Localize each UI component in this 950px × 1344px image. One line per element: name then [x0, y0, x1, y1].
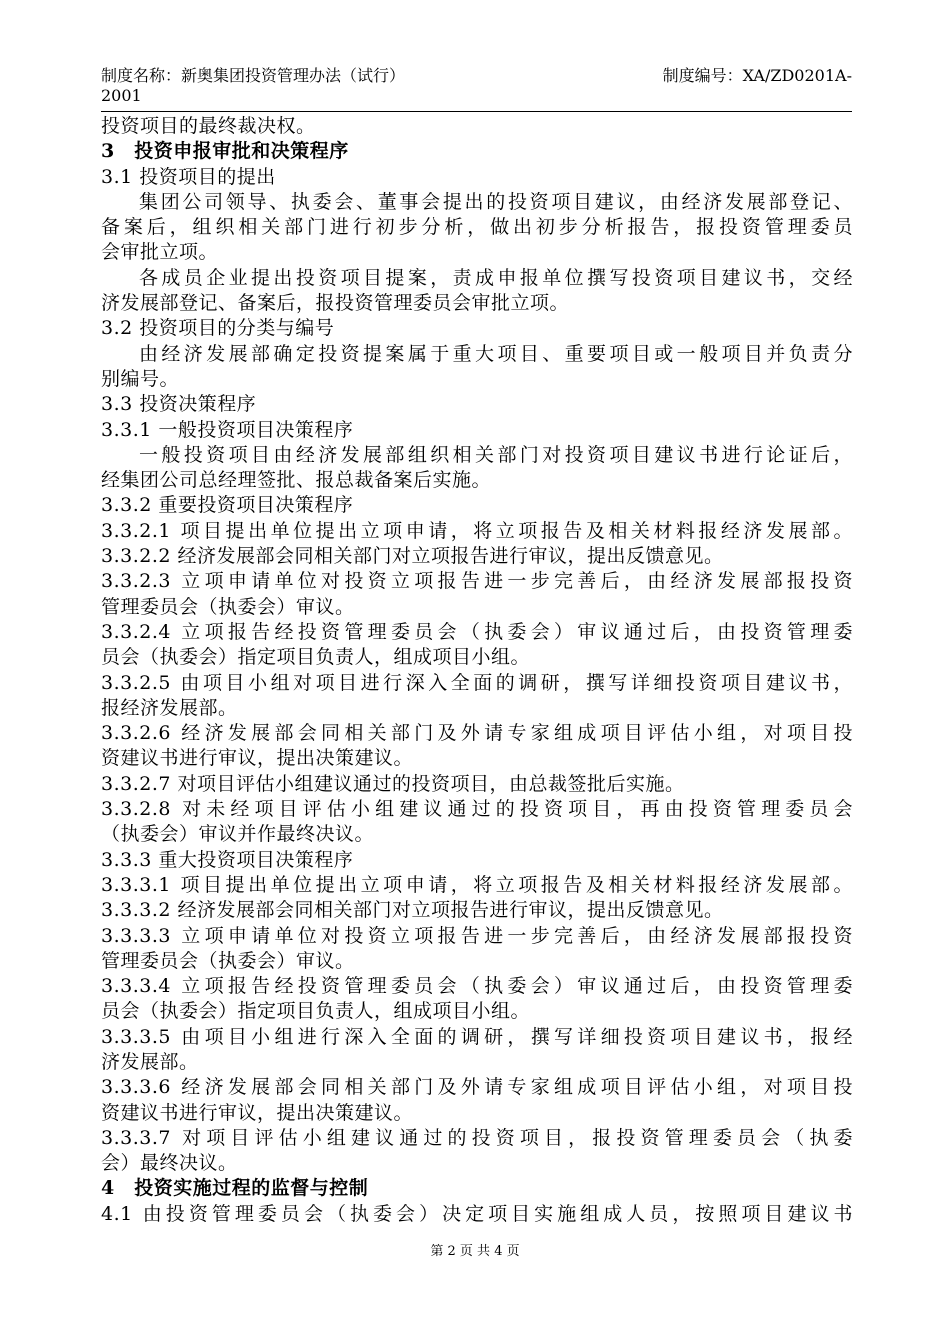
text-line: 3.3.2.3 立项申请单位对投资立项报告进一步完善后，由经济发展部报投资: [101, 570, 853, 593]
subsection-heading: 3.3.1 一般投资项目决策程序: [101, 418, 354, 441]
text-line: 3.3.2.8 对未经项目评估小组建议通过的投资项目，再由投资管理委员会: [101, 798, 853, 821]
text-line: 管理委员会（执委会）审议。: [101, 949, 355, 972]
text-line: 别编号。: [101, 367, 180, 390]
subsection-heading: 3.2 投资项目的分类与编号: [101, 317, 335, 340]
text-line: 一般投资项目由经济发展部组织相关部门对投资项目建议书进行论证后，: [139, 443, 853, 466]
text-line: 资建议书进行审议，提出决策建议。: [101, 1101, 414, 1124]
text-line: 员会（执委会）指定项目负责人，组成项目小组。: [101, 646, 531, 669]
document-name: 制度名称：新奥集团投资管理办法（试行）: [101, 66, 406, 85]
document-body: [101, 114, 853, 1227]
text-line: 3.3.2.7 对项目评估小组建议通过的投资项目，由总裁签批后实施。: [101, 772, 685, 795]
header-rule: [101, 111, 852, 112]
text-line: 3.3.2.4 立项报告经投资管理委员会（执委会）审议通过后，由投资管理委: [101, 620, 853, 643]
text-line: 3.3.2.6 经济发展部会同相关部门及外请专家组成项目评估小组，对项目投: [101, 722, 853, 745]
text-line: 各成员企业提出投资项目提案，责成申报单位撰写投资项目建议书，交经: [139, 266, 853, 289]
text-line: 3.3.3.3 立项申请单位对投资立项报告进一步完善后，由经济发展部报投资: [101, 924, 853, 947]
subsection-heading: 3.3 投资决策程序: [101, 393, 257, 416]
text-line: 会）最终决议。: [101, 1152, 238, 1175]
text-line: 3.3.3.7 对项目评估小组建议通过的投资项目，报投资管理委员会（执委: [101, 1126, 853, 1149]
text-line: 投资项目的最终裁决权。: [101, 115, 316, 137]
text-line: 资建议书进行审议，提出决策建议。: [101, 747, 414, 770]
subsection-heading: 3.1 投资项目的提出: [101, 165, 276, 188]
document-code-continued: 2001: [101, 86, 142, 105]
text-line: 3.3.3.4 立项报告经投资管理委员会（执委会）审议通过后，由投资管理委: [101, 975, 853, 998]
text-line: 报经济发展部。: [101, 696, 238, 719]
text-line: 会审批立项。: [101, 241, 219, 264]
text-line: 3.3.2.5 由项目小组对项目进行深入全面的调研，撰写详细投资项目建议书，: [101, 671, 853, 694]
text-line: 3.3.2.2 经济发展部会同相关部门对立项报告进行审议，提出反馈意见。: [101, 545, 724, 568]
text-line: 3.3.3.1 项目提出单位提出立项申请，将立项报告及相关材料报经济发展部。: [101, 873, 853, 896]
section-heading: 4 投资实施过程的监督与控制: [101, 1177, 369, 1200]
text-line: 员会（执委会）指定项目负责人，组成项目小组。: [101, 1000, 531, 1023]
text-line: 3.3.3.2 经济发展部会同相关部门对立项报告进行审议，提出反馈意见。: [101, 899, 724, 922]
subsection-heading: 3.3.2 重要投资项目决策程序: [101, 494, 354, 517]
subsection-heading: 3.3.3 重大投资项目决策程序: [101, 848, 354, 871]
section-heading: 3 投资申报审批和决策程序: [101, 140, 349, 163]
text-line: 管理委员会（执委会）审议。: [101, 595, 355, 618]
text-line: 济发展部登记、备案后，报投资管理委员会审批立项。: [101, 292, 570, 315]
text-line: 3.3.3.5 由项目小组进行深入全面的调研，撰写详细投资项目建议书，报经: [101, 1025, 853, 1048]
text-line: 3.3.3.6 经济发展部会同相关部门及外请专家组成项目评估小组，对项目投: [101, 1076, 853, 1099]
text-line: 集团公司领导、执委会、董事会提出的投资项目建议，由经济发展部登记、: [139, 190, 853, 213]
text-line: 4.1 由投资管理委员会（执委会）决定项目实施组成人员，按照项目建议书: [101, 1202, 853, 1225]
page-header: [101, 64, 852, 112]
page-number: 第 2 页 共 4 页: [430, 1244, 520, 1259]
document-code: 制度编号：XA/ZD0201A-: [662, 66, 852, 85]
text-line: 由经济发展部确定投资提案属于重大项目、重要项目或一般项目并负责分: [139, 342, 853, 365]
text-line: 经集团公司总经理签批、报总裁备案后实施。: [101, 469, 492, 492]
text-line: 3.3.2.1 项目提出单位提出立项申请，将立项报告及相关材料报经济发展部。: [101, 519, 853, 542]
text-line: （执委会）审议并作最终决议。: [101, 823, 375, 846]
text-line: 济发展部。: [101, 1050, 199, 1073]
text-line: 备案后，组织相关部门进行初步分析，做出初步分析报告，报投资管理委员: [101, 216, 853, 239]
